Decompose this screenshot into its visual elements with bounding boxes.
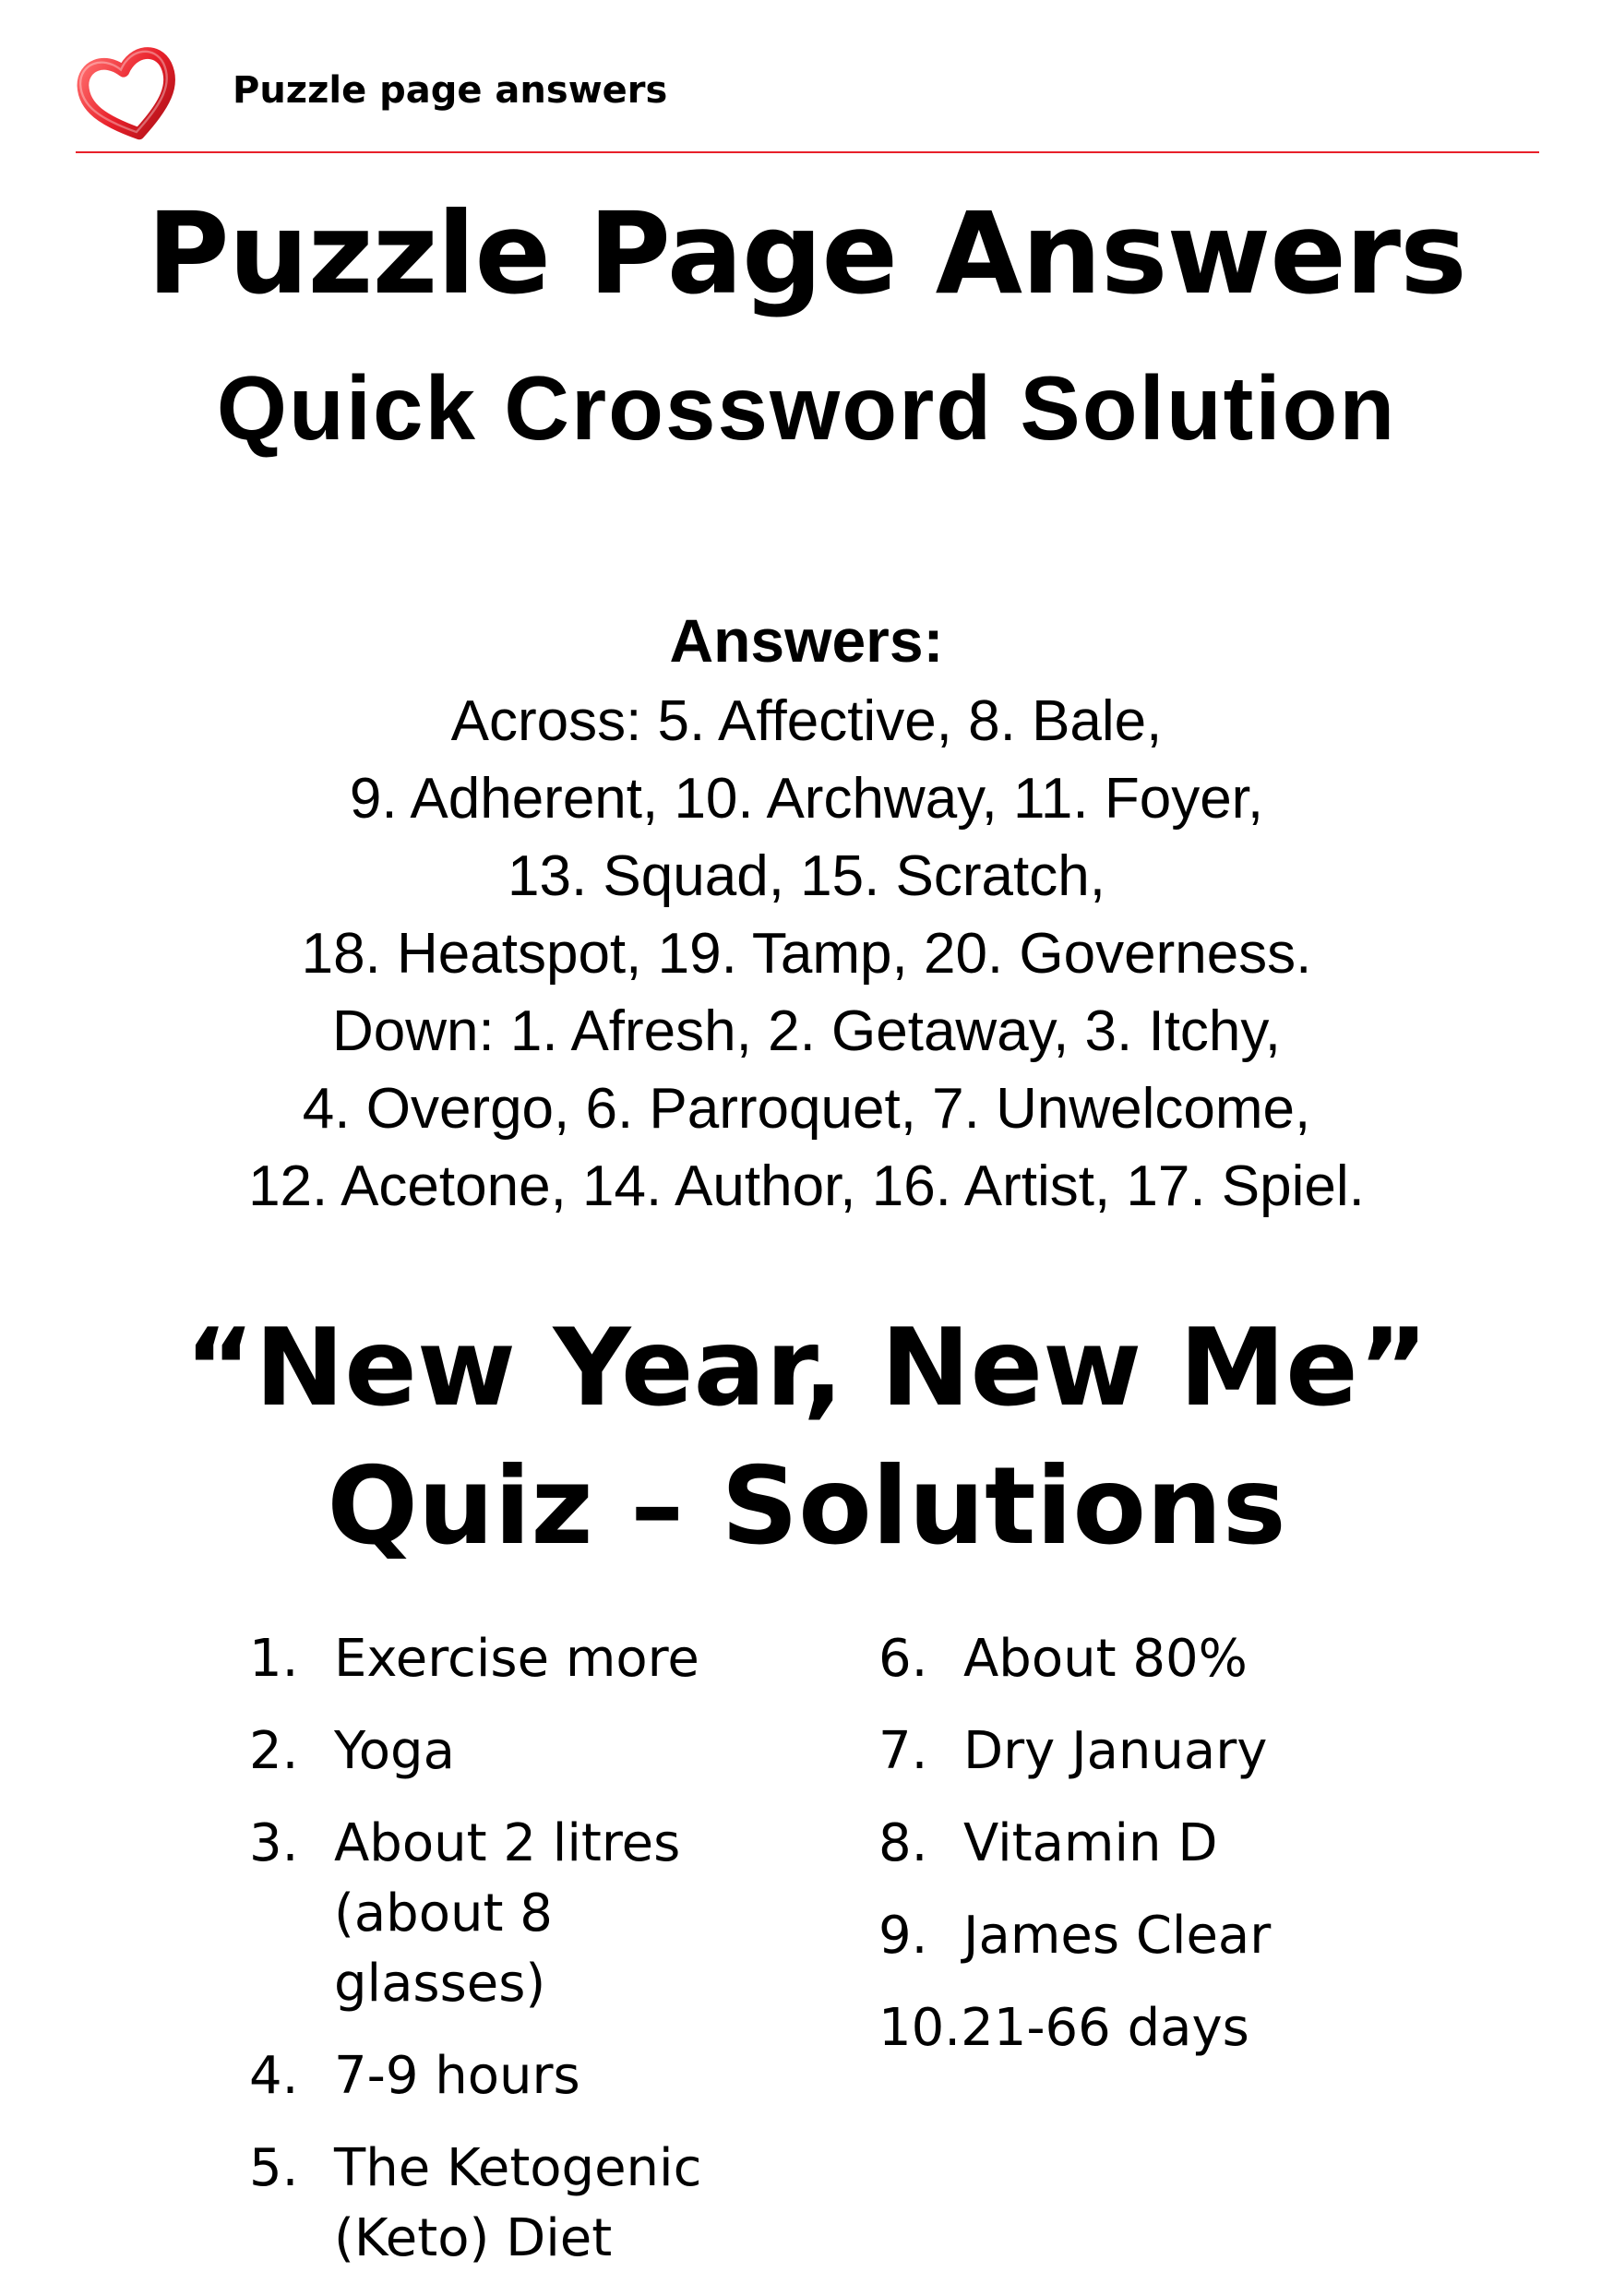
answers-line: Down: 1. Afresh, 2. Getaway, 3. Itchy,: [331, 999, 1282, 1063]
item-number: 8.: [878, 1813, 928, 1873]
header-divider: [76, 151, 1539, 153]
item-text: Dry January: [963, 1721, 1268, 1781]
list-item: [249, 1716, 840, 1787]
answers-line: 4. Overgo, 6. Parroquet, 7. Unwelcome,: [302, 1077, 1311, 1141]
list-item: [878, 1716, 1469, 1787]
item-text: 7-9 hours: [334, 2046, 580, 2106]
list-item: [878, 1993, 1469, 2063]
item-number: 10.: [878, 1998, 962, 2058]
list-item: [249, 1809, 740, 2019]
quiz-solutions-left: [249, 1624, 840, 2296]
item-text: Yoga: [334, 1721, 455, 1781]
item-number: 6.: [878, 1629, 928, 1689]
answers-line: 13. Squad, 15. Scratch,: [508, 844, 1105, 908]
list-item: [249, 1624, 840, 1694]
heart-icon: [76, 41, 183, 148]
header: [76, 41, 1539, 153]
subtitle: Quick Crossword Solution: [216, 357, 1397, 459]
answers-line: 9. Adherent, 10. Archway, 11. Foyer,: [349, 767, 1264, 831]
header-title: Puzzle page answers: [233, 69, 668, 112]
item-text: About 80%: [963, 1629, 1248, 1689]
item-number: 1.: [249, 1629, 299, 1689]
quiz-title-line: Quiz – Solutions: [327, 1444, 1286, 1569]
item-number: 2.: [249, 1721, 299, 1781]
answers-line: Across: 5. Affective, 8. Bale,: [450, 689, 1163, 753]
page-title: Puzzle Page Answers: [147, 188, 1466, 319]
item-text: 21-66 days: [961, 1998, 1249, 2058]
list-item: [878, 1809, 1469, 1879]
quiz-title-line: “New Year, New Me”: [184, 1306, 1429, 1430]
item-text: About 2 litres (about 8 glasses): [334, 1813, 681, 2014]
item-text: Vitamin D: [963, 1813, 1218, 1873]
item-number: 4.: [249, 2046, 299, 2106]
crossword-answers: [0, 598, 1613, 1226]
list-item: [878, 1901, 1469, 1971]
quiz-title: [0, 1299, 1613, 1576]
item-number: 5.: [249, 2138, 299, 2198]
list-item: [249, 2041, 840, 2111]
item-number: 7.: [878, 1721, 928, 1781]
item-text: James Clear: [963, 1906, 1272, 1966]
item-number: 9.: [878, 1906, 928, 1966]
item-number: 3.: [249, 1813, 299, 1873]
answers-heading: Answers:: [669, 606, 944, 675]
quiz-solutions-right: [878, 1624, 1469, 2086]
answers-line: 18. Heatspot, 19. Tamp, 20. Governess.: [301, 922, 1312, 986]
answers-line: 12. Acetone, 14. Author, 16. Artist, 17. Spiel.: [248, 1154, 1365, 1218]
item-text: Exercise more: [334, 1629, 699, 1689]
item-text: The Ketogenic (Keto) Diet: [334, 2138, 702, 2268]
list-item: [249, 2134, 740, 2274]
list-item: [878, 1624, 1469, 1694]
